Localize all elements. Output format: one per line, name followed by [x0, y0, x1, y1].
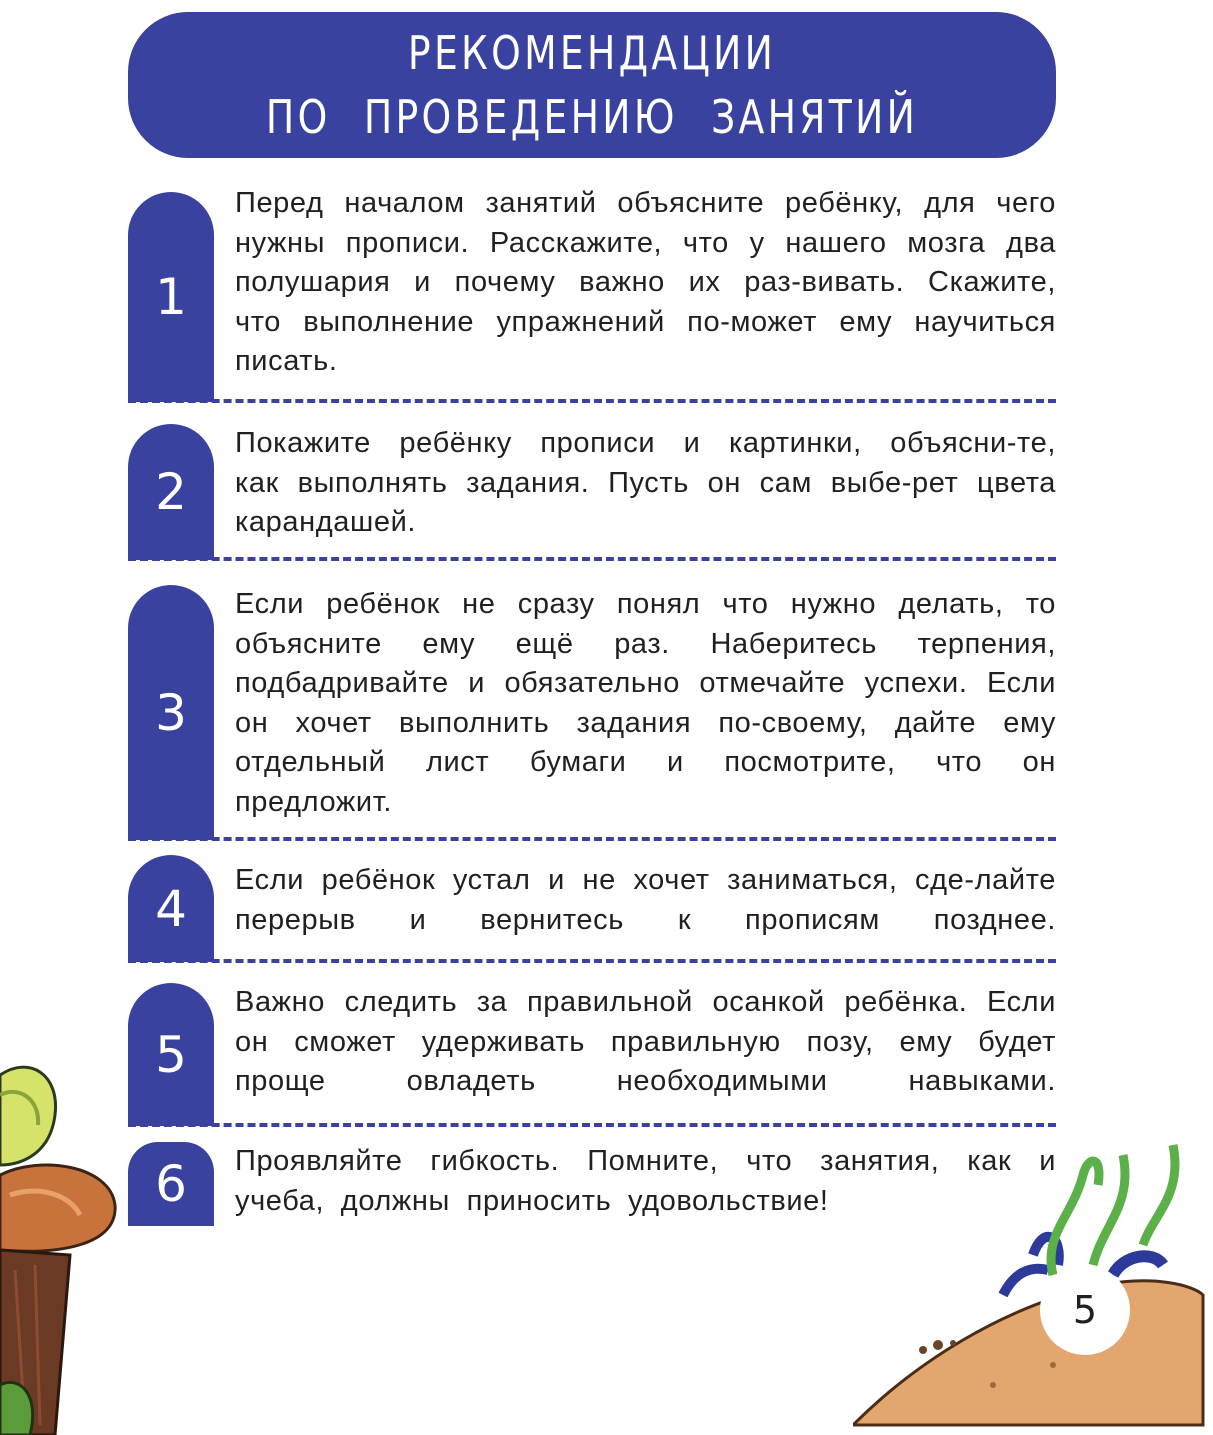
page-number: 5	[1040, 1265, 1130, 1355]
recommendation-text-6: Проявляйте гибкость. Помните, что занятия, как и учеба, должны приносить удовольствие!	[235, 1145, 1056, 1217]
number-tab-4: 4	[128, 855, 214, 962]
recommendation-2	[128, 424, 1056, 560]
recommendation-text-2: Покажите ребёнку прописи и картинки, объясни-те, как выполнять задания. Пусть он сам выбе-рет цвета карандашей.	[235, 427, 1056, 539]
page-title	[128, 12, 1056, 158]
dashed-divider	[128, 959, 1056, 963]
recommendation-3	[128, 585, 1056, 840]
page-title-line-1: РЕКОМЕНДАЦИИ	[407, 26, 777, 80]
recommendation-text-5: Важно следить за правильной осанкой ребёнка. Если он сможет удерживать правильную позу, ему будет проще овладеть необходимыми навыками.	[235, 986, 1056, 1098]
dashed-divider	[128, 837, 1056, 841]
recommendation-1	[128, 187, 1056, 402]
number-tab-2: 2	[128, 424, 214, 560]
number-tab-3: 3	[128, 585, 214, 840]
sand-illustration	[853, 1135, 1213, 1435]
plant-illustration	[0, 1055, 130, 1435]
dashed-divider	[128, 399, 1056, 403]
recommendation-5	[128, 983, 1056, 1126]
recommendation-text-3: Если ребёнок не сразу понял что нужно делать, то объясните ему ещё раз. Наберитесь терпения, подбадривайте и обязательно отмечайте успехи. Если он хочет выполнить задания по-своему, дайте ему отдельный лист бумаги и посмотрите, что он предложит.	[235, 588, 1056, 818]
recommendation-text-4: Если ребёнок устал и не хочет заниматься, сде-лайте перерыв и вернитесь к прописям позднее.	[235, 864, 1056, 936]
recommendation-4	[128, 855, 1056, 962]
number-tab-1: 1	[128, 192, 214, 402]
dashed-divider	[128, 557, 1056, 561]
recommendation-text-1: Перед началом занятий объясните ребёнку, для чего нужны прописи. Расскажите, что у нашего мозга два полушария и почему важно их раз-вивать. Скажите, что выполнение упражнений по-может ему научиться писать.	[235, 187, 1056, 378]
number-tab-6: 6	[128, 1142, 214, 1226]
page-title-line-2: ПО ПРОВЕДЕНИЮ ЗАНЯТИЙ	[265, 90, 919, 144]
dashed-divider	[128, 1123, 1056, 1127]
number-tab-5: 5	[128, 983, 214, 1126]
